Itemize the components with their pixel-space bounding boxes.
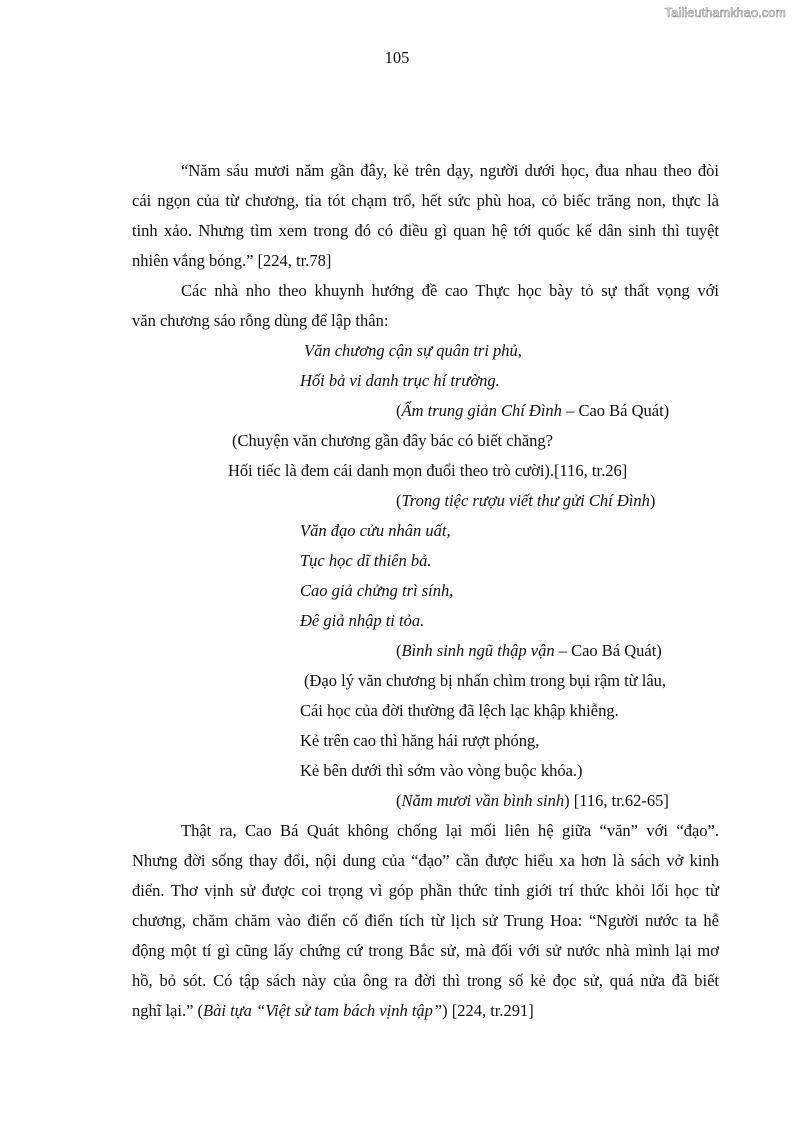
- poem-2-line-1: Văn đạo cửu nhân uất,: [300, 521, 451, 540]
- paren-open: (: [396, 641, 402, 660]
- poem-2-source-author: – Cao Bá Quát): [554, 641, 662, 660]
- paragraph-3-line-7: [132, 1001, 534, 1021]
- paragraph-1-line-4: nhiên vắng bóng.” [224, tr.78]: [132, 251, 332, 270]
- paragraph-1-line-2: cái ngọn của từ chương, tỉa tót chạm trổ, hết sức phù hoa, cỏ biếc trăng non, thực là: [132, 191, 719, 210]
- poem-1-source: [396, 401, 669, 421]
- poem-1-source-title: Ẩm trung giản Chí Đình: [401, 401, 562, 420]
- poem-1-line-1: Văn chương cận sự quân tri phủ,: [304, 341, 522, 360]
- paragraph-3-line-2: Nhưng đời sống thay đổi, nội dung của “đạo” cần được hiểu xa hơn là sách vở kinh: [132, 851, 719, 870]
- poem-2-source: [396, 641, 662, 661]
- poem-2-source-title: Bình sinh ngũ thập vận: [401, 641, 555, 660]
- poem-1-translation-line-2: Hối tiếc là đem cái danh mọn đuổi theo trò cười).[116, tr.26]: [228, 461, 628, 480]
- poem-2-translation-line-2: Cái học của đời thường đã lệch lạc khập khiễng.: [300, 701, 619, 720]
- paragraph-3-line-7-start: nghĩ lại.” (: [132, 1001, 204, 1020]
- paragraph-3-line-6: hồ, bỏ sót. Có tập sách này của ông ra đời thì trong số kẻ đọc sử, quá nửa đã biết: [132, 971, 719, 990]
- paragraph-1-line-3: tinh xảo. Nhưng tìm xem trong đó có điều gì quan hệ tới quốc kế dân sinh thì tuyệt: [132, 221, 719, 240]
- poem-2-line-4: Đê giả nhập ti tỏa.: [300, 611, 425, 630]
- paragraph-3-line-1: Thật ra, Cao Bá Quát không chống lại mối liên hệ giữa “văn” với “đạo”.: [181, 821, 719, 840]
- poem-2-translation-source-title: Năm mươi vần bình sinh: [401, 791, 565, 810]
- poem-1-source-author: – Cao Bá Quát): [561, 401, 670, 420]
- paragraph-2-line-2: văn chương sáo rỗng dùng để lập thân:: [132, 311, 389, 330]
- paren-open: (: [396, 491, 402, 510]
- poem-2-translation-source: [396, 791, 669, 811]
- poem-2-translation-line-3: Kẻ trên cao thì hăng hái rượt phóng,: [300, 731, 540, 750]
- watermark: Tailieuthamkhao.com: [664, 6, 786, 20]
- page-number: 105: [384, 48, 410, 67]
- paragraph-1-line-1: “Năm sáu mươi năm gần đây, kẻ trên dạy, người dưới học, đua nhau theo đòi: [181, 161, 719, 180]
- paren-open: (: [396, 791, 402, 810]
- poem-1-line-2: Hối bả vi danh trục hí trường.: [300, 371, 500, 390]
- paragraph-3-citation-title: Bài tựa “Việt sử tam bách vịnh tập”: [203, 1001, 443, 1020]
- poem-2-translation-line-1: (Đạo lý văn chương bị nhấn chìm trong bụi rậm từ lâu,: [304, 671, 667, 690]
- paren-open: (: [396, 401, 402, 420]
- paragraph-3-line-4: chương, chăm chăm vào điển cố điển tích từ lịch sử Trung Hoa: “Người nước ta hễ: [132, 911, 719, 930]
- poem-2-translation-source-ref: ) [116, tr.62-65]: [564, 791, 669, 810]
- poem-1-translation-source: [396, 491, 655, 511]
- poem-1-translation-source-title: Trong tiệc rượu viết thư gửi Chí Đình: [401, 491, 650, 510]
- paragraph-3-line-3: điển. Thơ vịnh sử được coi trọng vì góp phần thức tỉnh giới trí thức khỏi lối học từ: [132, 881, 719, 900]
- paragraph-3-line-7-end: ) [224, tr.291]: [442, 1001, 534, 1020]
- paragraph-2-line-1: Các nhà nho theo khuynh hướng đề cao Thực học bày tỏ sự thất vọng với: [181, 281, 719, 300]
- poem-2-translation-line-4: Kẻ bên dưới thì sớm vào vòng buộc khóa.): [300, 761, 583, 780]
- poem-1-translation-line-1: (Chuyện văn chương gần đây bác có biết chăng?: [232, 431, 553, 450]
- poem-2-line-2: Tục học dĩ thiên bả.: [300, 551, 432, 570]
- poem-2-line-3: Cao giả chửng trì sính,: [300, 581, 454, 600]
- paragraph-3-line-5: động một tí gì cũng lấy chứng cứ trong Bắc sử, mà đối với sử nước nhà mình lại mơ: [132, 941, 719, 960]
- paren-close: ): [649, 491, 656, 510]
